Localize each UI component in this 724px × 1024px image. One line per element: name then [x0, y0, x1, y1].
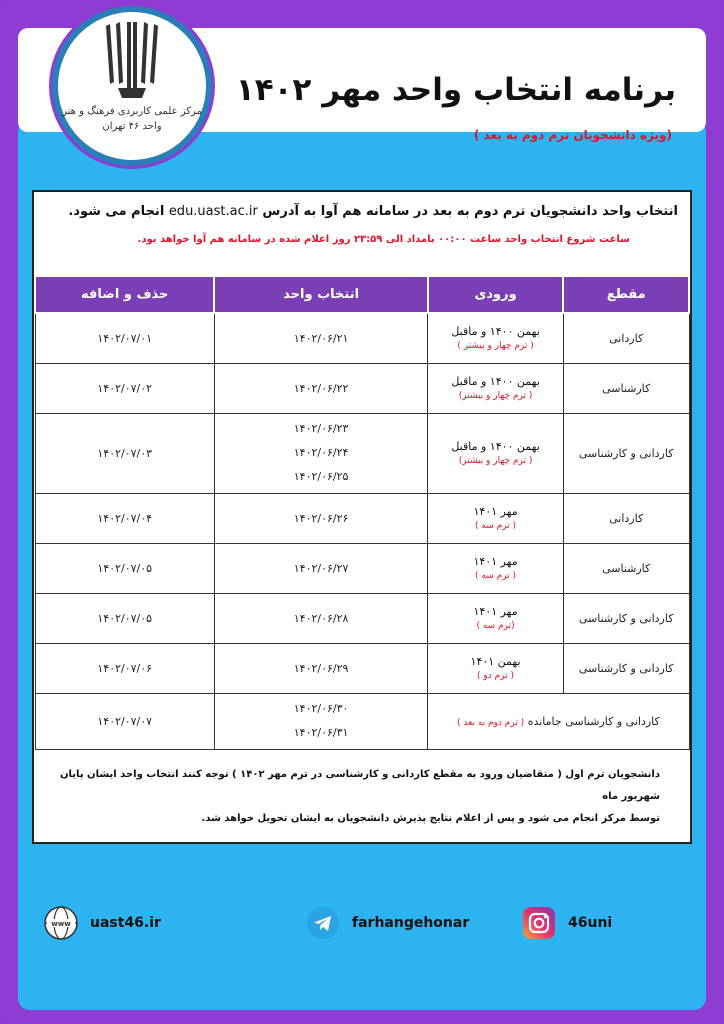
- table-row-last: [35, 693, 689, 749]
- footnote: [60, 764, 660, 830]
- page-subtitle: (ویژه دانشجویان ترم دوم به بعد ): [473, 128, 672, 142]
- cell-level: کاردانی: [563, 493, 689, 543]
- entry-note: ( ترم دو ): [477, 671, 515, 681]
- level-entry-text: کاردانی و کارشناسی جامانده: [527, 714, 660, 728]
- entry-main: بهمن ۱۴۰۰ و ماقبل: [451, 440, 540, 453]
- logo-emblem-icon: [100, 22, 164, 100]
- instagram-text: 46uni: [568, 915, 613, 931]
- header-add-drop: حذف و اضافه: [35, 277, 214, 313]
- entry-main: بهمن ۱۴۰۰ و ماقبل: [451, 375, 540, 388]
- cell-level: کارشناسی: [563, 363, 689, 413]
- entry-note: ( ترم چهار و بیشتر): [458, 391, 533, 401]
- table-row: [35, 493, 689, 543]
- cell-add-drop: ۱۴۰۲/۰۷/۰۵: [35, 543, 214, 593]
- footnote-line-1: دانشجویان ترم اول ( متقاضیان ورود به مقطع کاردانی و کارشناسی در ترم مهر ۱۴۰۲ ) توجه کنند انتخاب واحد ایشان پایان شهریور ماه: [60, 769, 660, 802]
- cell-selection: ۱۴۰۲/۰۶/۲۲: [214, 363, 427, 413]
- table-row: [35, 593, 689, 643]
- cell-selection: ۱۴۰۲/۰۶/۲۱: [214, 313, 427, 363]
- selection-date: ۱۴۰۲/۰۶/۲۵: [293, 470, 349, 483]
- cell-level-entry: [428, 693, 689, 749]
- header-level: مقطع: [563, 277, 689, 313]
- entry-note: ( ترم سه ): [475, 571, 517, 581]
- table-row: [35, 643, 689, 693]
- contact-telegram[interactable]: [306, 906, 469, 940]
- cell-level: کاردانی: [563, 313, 689, 363]
- table-row: [35, 363, 689, 413]
- telegram-icon: [306, 906, 340, 940]
- entry-main: مهر ۱۴۰۱: [473, 605, 518, 618]
- cell-level: کاردانی و کارشناسی: [563, 593, 689, 643]
- intro-text-before: انتخاب واحد دانشجویان ترم دوم به بعد در سامانه هم آوا به آدرس: [262, 204, 678, 219]
- logo-line-2: واحد ۴۶ تهران: [102, 121, 162, 132]
- cell-level: کاردانی و کارشناسی: [563, 413, 689, 493]
- page-title: برنامه انتخاب واحد مهر ۱۴۰۲: [235, 72, 676, 108]
- entry-note: (ترم سه ): [476, 621, 515, 631]
- website-text: uast46.ir: [90, 915, 161, 931]
- entry-main: بهمن ۱۴۰۰ و ماقبل: [451, 325, 540, 339]
- instagram-icon: [522, 906, 556, 940]
- entry-note: ( ترم چهار و بیشتر ): [457, 341, 534, 352]
- schedule-table: [34, 277, 690, 750]
- selection-date: ۱۴۰۲/۰۶/۳۰: [293, 702, 349, 715]
- svg-text:www: www: [51, 920, 71, 928]
- intro-text-after: انجام می شود.: [68, 204, 165, 219]
- table-row: [35, 413, 689, 493]
- cell-entry: [428, 643, 564, 693]
- entry-note: ( ترم سه ): [475, 521, 517, 531]
- entry-main: بهمن ۱۴۰۱: [470, 655, 521, 668]
- cell-entry: [428, 313, 564, 363]
- schedule-card: [32, 190, 692, 844]
- contact-website[interactable]: [44, 906, 161, 940]
- cell-entry: [428, 543, 564, 593]
- entry-note: ( ترم چهار و بیشتر): [458, 456, 533, 466]
- cell-selection: ۱۴۰۲/۰۶/۲۹: [214, 643, 427, 693]
- entry-main: مهر ۱۴۰۱: [473, 555, 518, 568]
- footnote-line-2: توسط مرکز انجام می شود و پس از اعلام نتایج پذیرش دانشجویان به ایشان تحویل خواهد شد.: [201, 813, 660, 824]
- table-header-row: [35, 277, 689, 313]
- intro-line-1: [68, 204, 678, 219]
- cell-entry: [428, 593, 564, 643]
- logo-line-1: مرکز علمی کاربردی فرهنگ و هنر: [62, 106, 202, 117]
- cell-add-drop: ۱۴۰۲/۰۷/۰۶: [35, 643, 214, 693]
- cell-selection: ۱۴۰۲/۰۶/۲۸: [214, 593, 427, 643]
- contact-instagram[interactable]: [522, 906, 612, 940]
- center-logo: [52, 6, 212, 166]
- cell-add-drop: ۱۴۰۲/۰۷/۰۳: [35, 413, 214, 493]
- telegram-text: farhangehonar: [352, 915, 470, 931]
- cell-entry: [428, 493, 564, 543]
- cell-add-drop: ۱۴۰۲/۰۷/۰۵: [35, 593, 214, 643]
- header-entry: ورودی: [428, 277, 564, 313]
- cell-entry: [428, 363, 564, 413]
- cell-level: کارشناسی: [563, 543, 689, 593]
- header-selection: انتخاب واحد: [214, 277, 427, 313]
- cell-selection: ۱۴۰۲/۰۶/۲۶: [214, 493, 427, 543]
- cell-selection: [214, 693, 427, 749]
- intro-url-link[interactable]: edu.uast.ac.ir: [168, 204, 258, 219]
- intro-line-2: ساعت شروع انتخاب واحد ساعت ۰۰:۰۰ بامداد الی ۲۳:۵۹ روز اعلام شده در سامانه هم آوا خواهد بود.: [137, 234, 630, 245]
- globe-icon: [44, 906, 78, 940]
- table-row: [35, 313, 689, 363]
- cell-entry: [428, 413, 564, 493]
- selection-date: ۱۴۰۲/۰۶/۲۳: [293, 422, 349, 435]
- cell-add-drop: ۱۴۰۲/۰۷/۰۷: [35, 693, 214, 749]
- cell-add-drop: ۱۴۰۲/۰۷/۰۲: [35, 363, 214, 413]
- cell-selection: ۱۴۰۲/۰۶/۲۷: [214, 543, 427, 593]
- cell-selection: [214, 413, 427, 493]
- level-entry-note: ( ترم دوم به بعد ): [457, 717, 525, 728]
- cell-add-drop: ۱۴۰۲/۰۷/۰۴: [35, 493, 214, 543]
- selection-date: ۱۴۰۲/۰۶/۲۴: [293, 446, 349, 459]
- cell-add-drop: ۱۴۰۲/۰۷/۰۱: [35, 313, 214, 363]
- table-row: [35, 543, 689, 593]
- cell-level: کاردانی و کارشناسی: [563, 643, 689, 693]
- entry-main: مهر ۱۴۰۱: [473, 505, 518, 518]
- selection-date: ۱۴۰۲/۰۶/۳۱: [293, 726, 349, 739]
